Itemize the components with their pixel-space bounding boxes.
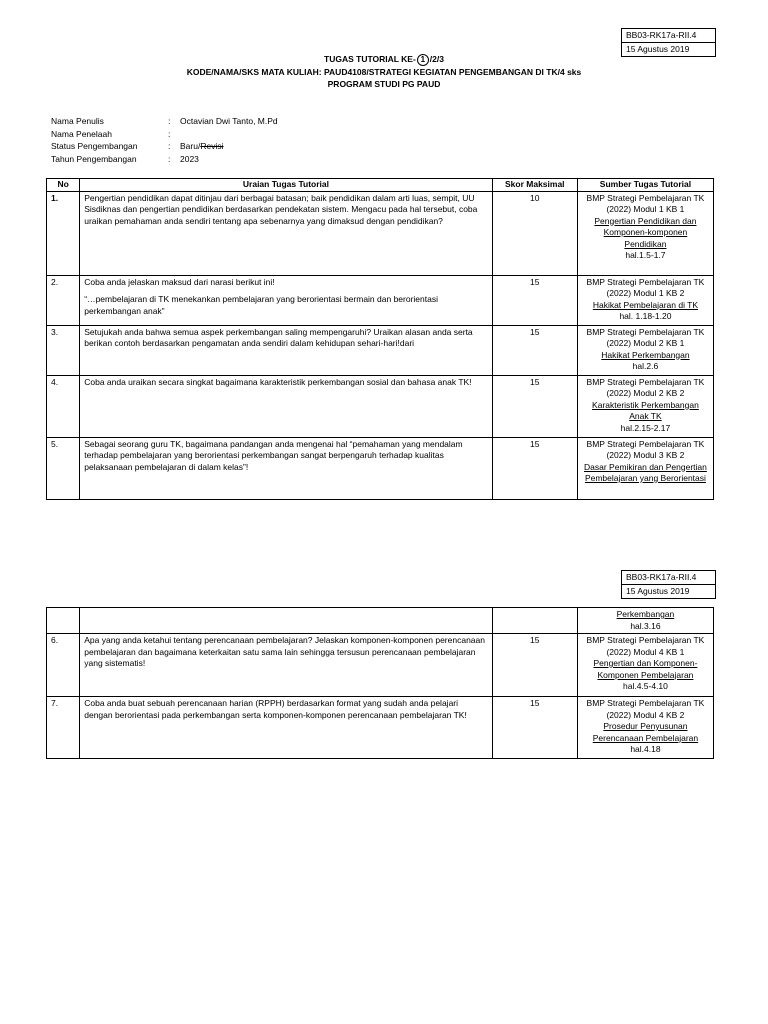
table-row bbox=[47, 375, 714, 437]
table-row bbox=[47, 634, 714, 697]
source-page: hal. 1.18-1.20 bbox=[619, 311, 672, 321]
document-date: 15 Agustus 2019 bbox=[622, 585, 716, 599]
meta-separator: : bbox=[168, 128, 171, 139]
task-source bbox=[577, 608, 713, 634]
task-description bbox=[80, 325, 492, 375]
meta-label: Status Pengembangan bbox=[51, 141, 138, 151]
document-title-block bbox=[0, 53, 768, 90]
task-number: 1. bbox=[47, 191, 80, 275]
source-page: hal.2.15-2.17 bbox=[620, 422, 671, 433]
task-score: 15 bbox=[492, 437, 577, 499]
task-description bbox=[80, 375, 492, 437]
task-number: 7. bbox=[47, 697, 80, 759]
table-row bbox=[47, 697, 714, 759]
source-page: hal.4.18 bbox=[630, 744, 661, 754]
tutorial-number-circled: 1 bbox=[417, 54, 429, 66]
source-topic: Hakikat Perkembangan bbox=[601, 349, 690, 360]
meta-label: Tahun Pengembangan bbox=[51, 153, 137, 164]
task-source bbox=[577, 437, 713, 499]
meta-row-penelaah bbox=[51, 128, 278, 141]
task-score: 10 bbox=[492, 191, 577, 275]
meta-row-penulis bbox=[51, 115, 278, 128]
tutorial-title-suffix: /2/3 bbox=[429, 54, 444, 64]
column-header-no: No bbox=[47, 179, 80, 192]
task-number: 4. bbox=[47, 375, 80, 437]
meta-label: Nama Penelaah bbox=[51, 128, 112, 139]
tutorial-task-table-continued bbox=[46, 607, 714, 759]
program-line: PROGRAM STUDI PG PAUD bbox=[327, 78, 441, 89]
task-score: 15 bbox=[492, 325, 577, 375]
task-score: 15 bbox=[492, 697, 577, 759]
source-book: BMP Strategi Pembelajaran TK (2022) Modul 4 KB 1 bbox=[586, 635, 705, 657]
task-source bbox=[577, 634, 713, 697]
status-revisi-struck: Revisi bbox=[200, 141, 224, 151]
meta-separator: : bbox=[168, 141, 171, 151]
table-header-row bbox=[47, 179, 714, 192]
document-code: BB03-RK17a-RII.4 bbox=[622, 29, 716, 43]
source-book: BMP Strategi Pembelajaran TK (2022) Modul 4 KB 2 bbox=[586, 698, 705, 720]
table-row bbox=[47, 437, 714, 499]
task-description bbox=[80, 697, 492, 759]
task-description bbox=[80, 191, 492, 275]
column-header-source: Sumber Tugas Tutorial bbox=[577, 179, 713, 192]
task-number: 2. bbox=[47, 275, 80, 325]
source-topic: Karakteristik Perkembangan Anak TK bbox=[592, 399, 699, 421]
task-paragraph: Apa yang anda ketahui tentang perencanaan pembelajaran? Jelaskan komponen-komponen perencanaan pembelajaran dan bagaimana keterkaitan satu sama lain sehingga tersusun perencanaan pembelajaran yang sistematis! bbox=[84, 635, 485, 668]
task-number: 3. bbox=[47, 325, 80, 375]
source-page: hal.1.5-1.7 bbox=[625, 250, 666, 260]
source-topic: Prosedur Penyusunan Perencanaan Pembelajaran bbox=[592, 721, 699, 743]
task-description bbox=[80, 437, 492, 499]
document-meta bbox=[51, 115, 278, 165]
task-paragraph: Setujukah anda bahwa semua aspek perkembangan saling mempengaruhi? Uraikan alasan anda serta berikan contoh berdasarkan pengamatan anda sendiri dalam kehidupan sehari-hari!dari bbox=[84, 326, 473, 348]
task-paragraph: Coba anda jelaskan maksud dari narasi berikut ini! bbox=[84, 276, 275, 287]
table-row-continuation bbox=[47, 608, 714, 634]
meta-value: Octavian Dwi Tanto, M.Pd bbox=[180, 116, 278, 126]
status-baru: Baru/ bbox=[180, 141, 201, 151]
source-topic: Dasar Pemikiran dan Pengertian Pembelajaran yang Berorientasi bbox=[584, 461, 707, 483]
table-row bbox=[47, 325, 714, 375]
task-number: 6. bbox=[47, 634, 80, 697]
document-code: BB03-RK17a-RII.4 bbox=[622, 571, 716, 585]
source-book: BMP Strategi Pembelajaran TK (2022) Modul 3 KB 2 bbox=[586, 438, 705, 460]
task-quote: “…pembelajaran di TK menekankan pembelajaran yang berorientasi bermain dan berorientasi perkembangan anak” bbox=[84, 294, 438, 316]
source-topic: Hakikat Pembelajaran di TK bbox=[592, 299, 699, 310]
document-code-box-page-2 bbox=[621, 570, 716, 599]
task-source bbox=[577, 375, 713, 437]
tutorial-title-prefix: TUGAS TUTORIAL KE- bbox=[324, 54, 416, 64]
meta-row-status bbox=[51, 140, 278, 153]
task-description bbox=[80, 275, 492, 325]
column-header-score: Skor Maksimal bbox=[492, 179, 577, 192]
task-description bbox=[80, 634, 492, 697]
task-paragraph: Coba anda uraikan secara singkat bagaimana karakteristik perkembangan sosial dan bahasa anak TK! bbox=[84, 376, 472, 387]
source-topic: Pengertian dan Komponen-Komponen Pembelajaran bbox=[593, 658, 698, 680]
meta-separator: : bbox=[168, 153, 171, 164]
source-page: hal.4.5-4.10 bbox=[622, 681, 668, 691]
source-topic: Pengertian Pendidikan dan Komponen-komponen Pendidikan bbox=[594, 215, 697, 249]
source-book: BMP Strategi Pembelajaran TK (2022) Modul 2 KB 1 bbox=[586, 326, 705, 348]
task-score: 15 bbox=[492, 375, 577, 437]
course-line: KODE/NAMA/SKS MATA KULIAH: PAUD4108/STRATEGI KEGIATAN PENGEMBANGAN DI TK/4 sks bbox=[186, 66, 582, 77]
tutorial-title bbox=[0, 53, 768, 66]
task-paragraph: Sebagai seorang guru TK, bagaimana pandangan anda mengenai hal “pemahaman yang mendalam terhadap pembelajaran yang berorientasi perkembangan sangat berpengaruh terhadap kualitas pelaksanaan pembelajaran di dalam kelas”! bbox=[84, 438, 463, 472]
task-paragraph: Coba anda buat sebuah perencanaan harian (RPPH) berdasarkan format yang sudah anda pelajari dengan berorientasi pada perkembangan serta komponen-komponen perencanaan pembelajaran TK! bbox=[84, 698, 467, 720]
table-row bbox=[47, 191, 714, 275]
source-book: BMP Strategi Pembelajaran TK (2022) Modul 1 KB 1 bbox=[586, 192, 705, 214]
task-source bbox=[577, 275, 713, 325]
task-paragraph: Pengertian pendidikan dapat ditinjau dari berbagai batasan; baik pendidikan dalam arti luas, sempit, UU Sisdiknas dan pengertian pendidikan berdasarkan pendekatan sistem. Mengacu pada hal tersebut, coba uraikan pemahaman anda sendiri tentang apa sebenarnya yang dimaksud dengan pendidikan? bbox=[84, 192, 478, 226]
document-date: 15 Agustus 2019 bbox=[622, 43, 716, 57]
task-score: 15 bbox=[492, 634, 577, 697]
task-source bbox=[577, 325, 713, 375]
meta-value bbox=[180, 140, 223, 153]
tutorial-task-table bbox=[46, 178, 714, 500]
meta-separator: : bbox=[168, 116, 171, 126]
meta-row-tahun bbox=[51, 153, 278, 166]
task-number: 5. bbox=[47, 437, 80, 499]
source-book: BMP Strategi Pembelajaran TK (2022) Modul 1 KB 2 bbox=[586, 276, 705, 298]
task-source bbox=[577, 191, 713, 275]
meta-value: 2023 bbox=[180, 153, 199, 164]
meta-label: Nama Penulis bbox=[51, 116, 104, 126]
task-source bbox=[577, 697, 713, 759]
column-header-desc: Uraian Tugas Tutorial bbox=[80, 179, 492, 192]
source-page: hal.2.6 bbox=[632, 361, 659, 371]
source-topic: Perkembangan bbox=[616, 609, 675, 619]
source-page: hal.3.16 bbox=[630, 620, 661, 631]
task-score: 15 bbox=[492, 275, 577, 325]
table-row bbox=[47, 275, 714, 325]
source-book: BMP Strategi Pembelajaran TK (2022) Modul 2 KB 2 bbox=[586, 376, 705, 398]
